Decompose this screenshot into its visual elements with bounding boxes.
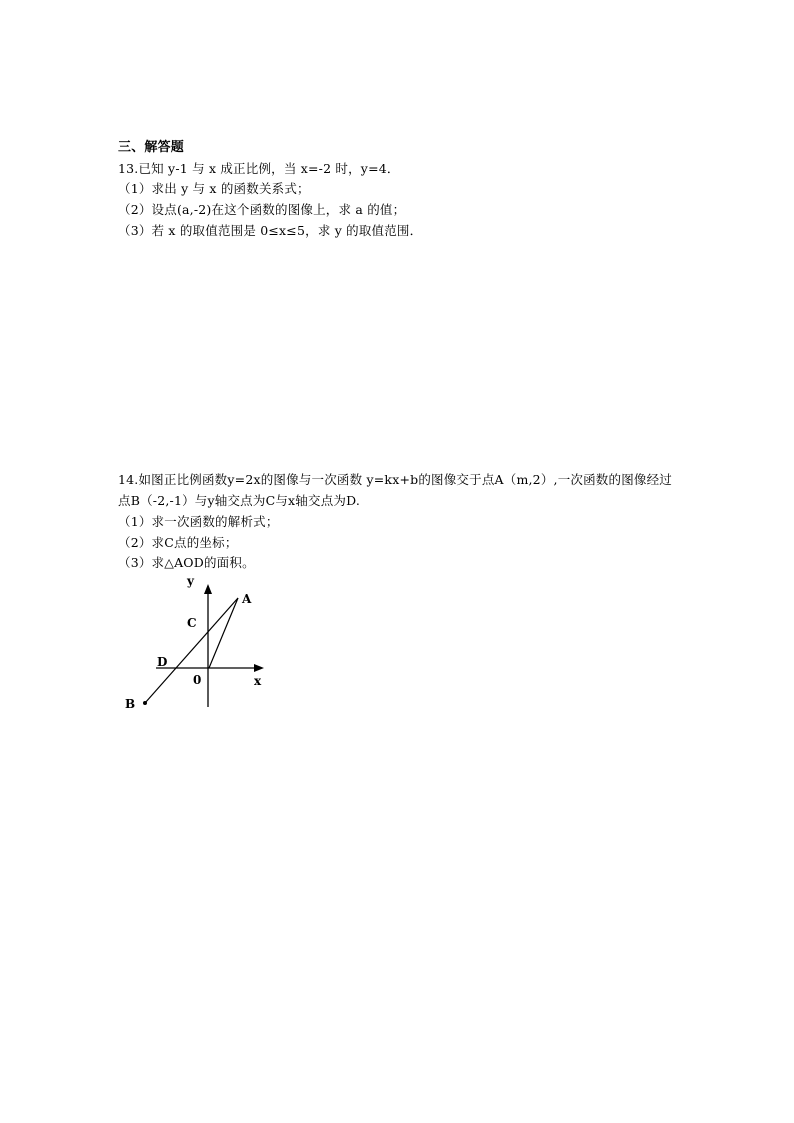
label-y: y <box>187 575 194 588</box>
q14-stem-line2: 点B（-2,-1）与y轴交点为C与x轴交点为D. <box>118 493 361 508</box>
y-axis-arrow-icon <box>204 584 212 594</box>
x-axis-arrow-icon <box>254 664 264 672</box>
q14-part3: （3）求△AOD的面积。 <box>118 555 255 570</box>
point-b-marker <box>143 701 147 705</box>
q14-part1: （1）求一次函数的解析式； <box>118 514 279 529</box>
q14-part2: （2）求C点的坐标； <box>118 535 238 550</box>
q13-part2: （2）设点(a,-2)在这个函数的图像上，求 a 的值； <box>118 202 406 217</box>
q13-stem: 13.已知 y-1 与 x 成正比例，当 x=-2 时，y=4． <box>118 161 400 176</box>
q13-part3: （3）若 x 的取值范围是 0≤x≤5，求 y 的取值范围． <box>118 223 423 238</box>
proportional-function-line <box>209 598 238 668</box>
q13-part1: （1）求出 y 与 x 的函数关系式； <box>118 181 310 196</box>
label-c: C <box>187 616 197 630</box>
label-a: A <box>242 592 252 606</box>
label-b: B <box>125 697 136 711</box>
q14-stem-line1: 14.如图正比例函数y=2x的图像与一次函数 y=kx+b的图像交于点A（m,2）,一次函数的图像经过 <box>118 472 673 487</box>
linear-function-line <box>145 598 238 703</box>
label-d: D <box>157 655 168 669</box>
coordinate-figure <box>118 575 273 720</box>
section-heading: 三、解答题 <box>118 140 185 155</box>
label-o: 0 <box>193 673 202 687</box>
label-x: x <box>254 674 262 688</box>
